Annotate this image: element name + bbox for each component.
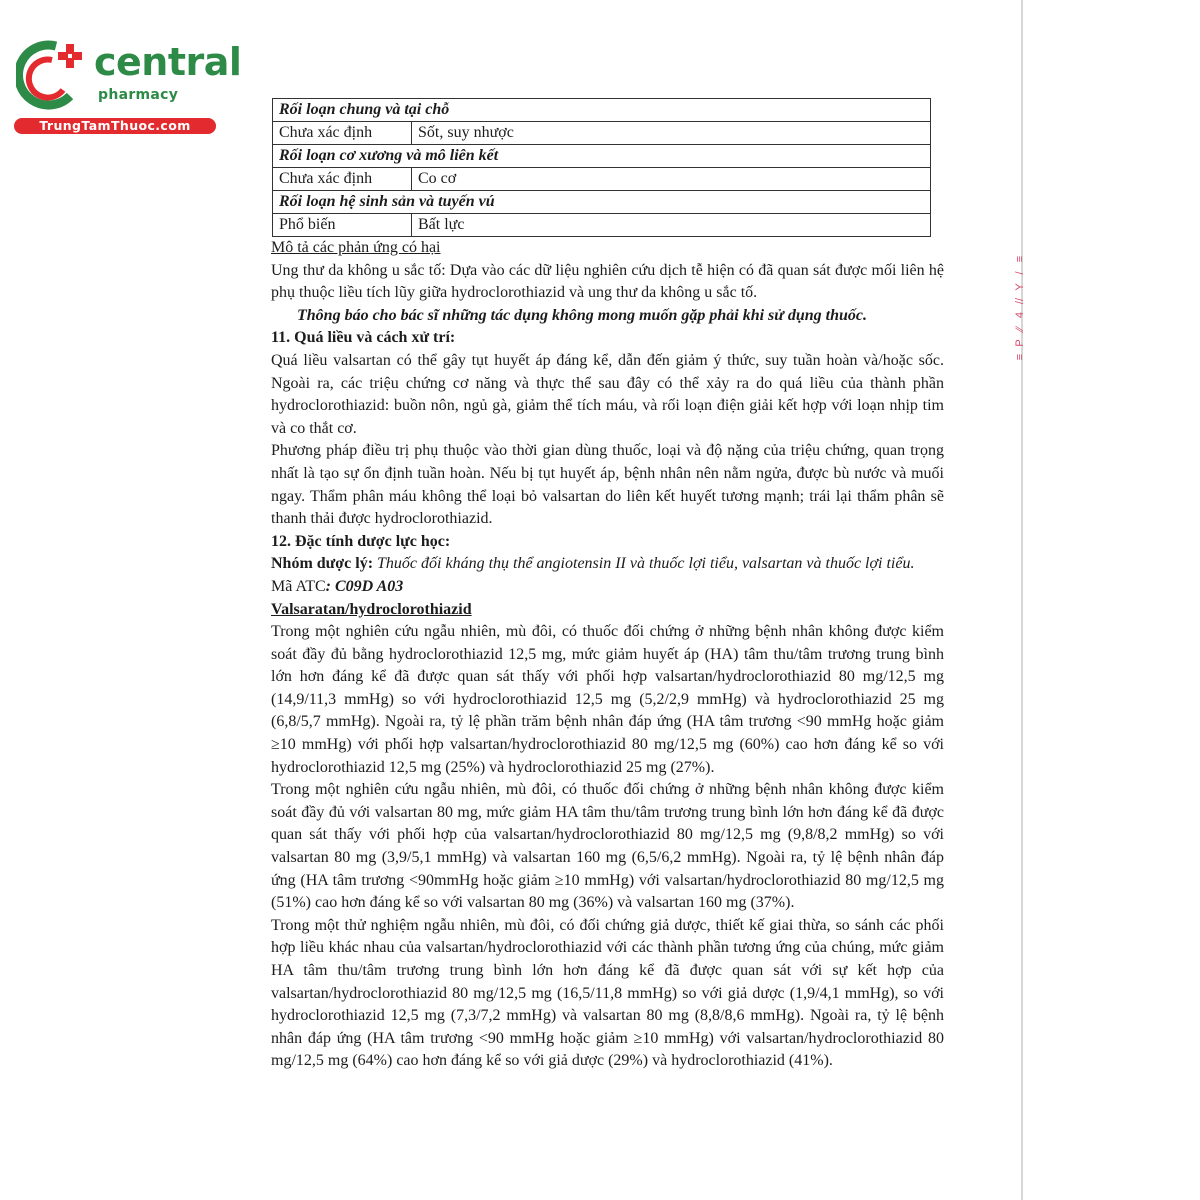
margin-mark: Y xyxy=(1014,283,1026,291)
table-row xyxy=(273,214,931,237)
study-paragraph: Trong một nghiên cứu ngẫu nhiên, mù đôi, có thuốc đối chứng ở những bệnh nhân không được kiểm soát đầy đủ với valsartan 80 mg, mức giảm HA tâm thu/tâm trương trung bình lớn hơn đáng kể đã được quan sát thấy với phối hợp của valsartan/hydroclorothiazid 80 mg/12,5 mg (9,8/8,2 mmHg) so với valsartan 80 mg (3,9/5,1 mmHg) và valsartan 160 mg (6,5/6,2 mmHg). Ngoài ra, tỷ lệ bệnh nhân đáp ứng (HA tâm trương <90mmHg hoặc giảm ≥10 mmHg) với valsartan/hydroclorothiazid 80 mg/12,5 mg (51%) cao hơn đáng kể so với valsartan 80 mg (36%) và valsartan 160 mg (37%). xyxy=(271,781,944,912)
atc-label: Mã ATC xyxy=(271,577,326,595)
section-11-paragraph: Quá liều valsartan có thể gây tụt huyết áp đáng kể, dẫn đến giảm ý thức, suy tuần hoàn và/hoặc sốc. Ngoài ra, các triệu chứng cơ năng và thực thể sau đây có thể xảy ra do quá liều của thành phần hydroclorothiazid: buồn nôn, ngủ gà, giảm thể tích máu, và rối loạn điện giải kết hợp với loạn nhịp tim và co thắt cơ. xyxy=(271,351,944,437)
margin-mark: // xyxy=(1014,297,1026,305)
margin-stamp-marks xyxy=(1011,252,1029,402)
effect-cell: Sốt, suy nhược xyxy=(412,122,931,145)
pharmacological-group-value: Thuốc đối kháng thụ thể angiotensin II và thuốc lợi tiểu, valsartan và thuốc lợi tiểu. xyxy=(377,555,915,573)
frequency-cell: Chưa xác định xyxy=(273,122,412,145)
table-group-row xyxy=(273,145,931,168)
logo-sub-text: pharmacy xyxy=(98,87,179,103)
margin-mark: / xyxy=(1014,271,1026,275)
section-11-paragraph: Phương pháp điều trị phụ thuộc vào thời gian dùng thuốc, loại và độ nặng của triệu chứng, quan trọng nhất là tạo sự ổn định tuần hoàn. Nếu bị tụt huyết áp, bệnh nhân nên nằm ngửa, được bù nước và muối ngay. Thẩm phân máu không thể loại bỏ valsartan do liên kết huyết tương mạnh; trái lại thẩm phân sẽ thanh thải được hydroclorothiazid. xyxy=(271,442,944,528)
atc-code xyxy=(271,576,944,599)
section-12-heading: 12. Đặc tính dược lực học: xyxy=(271,532,451,550)
effect-cell: Bất lực xyxy=(412,214,931,237)
subheading-valsartan-hctz: Valsaratan/hydroclorothiazid xyxy=(271,600,472,618)
logo-brand-text: central xyxy=(94,40,242,84)
study-paragraph: Trong một nghiên cứu ngẫu nhiên, mù đôi, có thuốc đối chứng ở những bệnh nhân không được kiểm soát đầy đủ bằng hydroclorothiazid 12,5 mg, mức giảm huyết áp (HA) tâm thu/tâm trương trung bình lớn hơn đáng kể đã được quan sát thấy với phối hợp valsartan/hydroclorothiazid 80 mg/12,5 mg (14,9/11,3 mmHg) so với hydroclorothiazid 12,5 mg (5,2/2,9 mmHg) và hydroclorothiazid 25 mg (6,8/5,7 mmHg). Ngoài ra, tỷ lệ phần trăm bệnh nhân đáp ứng (HA tâm trương <90 mmHg hoặc giảm ≥10 mmHg) với phối hợp valsartan/hydroclorothiazid 80 mg/12,5 mg (60%) cao hơn đáng kể so với hydroclorothiazid 12,5 mg (25%) và hydroclorothiazid 25 mg (27%). xyxy=(271,623,944,776)
effect-cell: Co cơ xyxy=(412,168,931,191)
pharmacy-cross-logo-icon xyxy=(16,38,88,110)
group-label: Rối loạn chung và tại chỗ xyxy=(273,99,931,122)
frequency-cell: Phổ biến xyxy=(273,214,412,237)
table-row xyxy=(273,168,931,191)
logo-site-badge: TrungTamThuoc.com xyxy=(14,118,216,134)
frequency-cell: Chưa xác định xyxy=(273,168,412,191)
doctor-notice: Thông báo cho bác sĩ những tác dụng không mong muốn gặp phải khi sử dụng thuốc. xyxy=(297,306,867,324)
page-edge-divider xyxy=(1021,0,1023,1200)
margin-mark: ≡ xyxy=(1014,353,1026,361)
atc-value: : C09D A03 xyxy=(325,577,404,595)
table-group-row xyxy=(273,99,931,122)
table-row xyxy=(273,122,931,145)
adverse-description-heading: Mô tả các phản ứng có hại xyxy=(271,239,441,256)
pharmacological-group xyxy=(271,553,944,576)
adverse-effects-table xyxy=(272,98,931,237)
margin-mark: P xyxy=(1014,339,1026,347)
table-group-row xyxy=(273,191,931,214)
margin-mark: ≡ xyxy=(1014,255,1026,263)
section-11-heading: 11. Quá liều và cách xử trí: xyxy=(271,329,456,347)
group-label: Rối loạn hệ sinh sản và tuyến vú xyxy=(273,191,931,214)
margin-mark: ⁄⁄ xyxy=(1014,327,1026,331)
pharmacological-group-label: Nhóm dược lý: xyxy=(271,555,374,573)
group-label: Rối loạn cơ xương và mô liên kết xyxy=(273,145,931,168)
margin-mark: 4 xyxy=(1014,311,1026,319)
study-paragraph: Trong một thử nghiệm ngẫu nhiên, mù đôi, có đối chứng giả dược, thiết kế giai thừa, so sánh các phối hợp liều khác nhau của valsartan/hydroclorothiazid với các thành phần tương ứng của chúng, mức giảm HA tâm thu/tâm trương trung bình lớn hơn đáng kể đã được quan sát với sự kết hợp của valsartan/hydroclorothiazid 80 mg/12,5 mg (16,5/11,8 mmHg) so với giả dược (1,9/4,1 mmHg), so với hydroclorothiazid 12,5 mg (7,3/7,2 mmHg) và valsartan 80 mg (8,8/8,6 mmHg). Ngoài ra, tỷ lệ bệnh nhân đáp ứng (HA tâm trương <90 mmHg hoặc giảm ≥10 mmHg) với valsartan/hydroclorothiazid 80 mg/12,5 mg (64%) cao hơn đáng kể so với giả dược (29%) và hydroclorothiazid (41%). xyxy=(271,916,944,1070)
adverse-description-text: Ung thư da không u sắc tố: Dựa vào các dữ liệu nghiên cứu dịch tễ hiện có đã quan sát được mối liên hệ phụ thuộc liều tích lũy giữa hydroclorothiazid và ung thư da không u sắc tố. xyxy=(271,261,944,302)
document-body xyxy=(271,98,944,1073)
central-pharmacy-logo xyxy=(8,38,242,138)
